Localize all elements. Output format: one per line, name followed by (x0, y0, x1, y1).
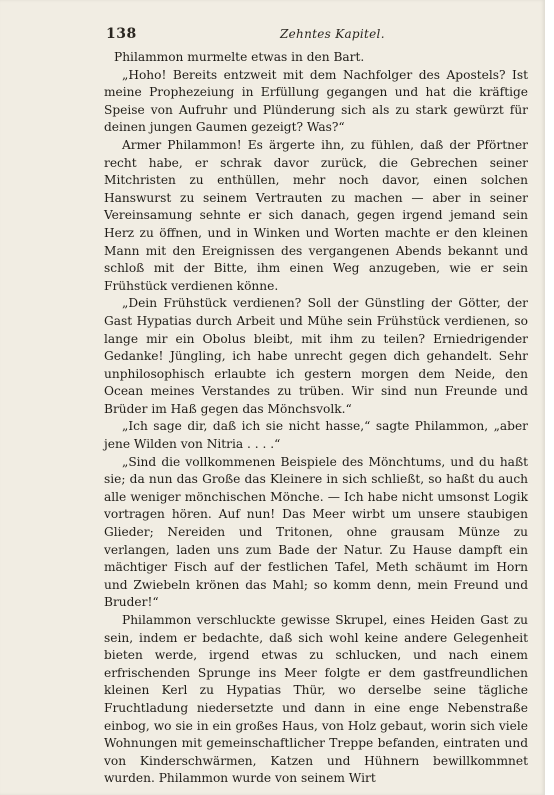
paragraph: Philammon verschluckte gewisse Skrupel, eines Heiden Gast zu sein, indem er bedachte, daß sich wohl keine andere Gelegenheit bieten werde, irgend etwas zu schlucken, und nach einem erfrischenden Sprunge ins Meer folgte er dem gastfreundlichen kleinen Kerl zu Hypatias Thür, wo derselbe seine tägliche Fruchtladung niedersetzte und dann in eine enge Nebenstraße einbog, wo sie in ein großes Haus, von Holz gebaut, worin sich viele Wohnungen mit gemeinschaftlicher Treppe befanden, eintraten und von Kinderschwärmen, Katzen und Hühnern bewillkommnet wurden. Philammon wurde von seinem Wirt (104, 613, 528, 786)
paragraph: „Ich sage dir, daß ich sie nicht hasse,“ sagte Philammon, „aber jene Wilden von Nitria . . . .“ (104, 419, 528, 452)
paragraph: Philammon murmelte etwas in den Bart. (114, 50, 365, 64)
paragraph: „Hoho! Bereits entzweit mit dem Nachfolger des Apostels? Ist meine Prophezeiung in Erfüllung gegangen und hat die kräftige Speise von Aufruhr und Plünderung sich als zu stark gewürzt für deinen jungen Gaumen gezeigt? Was?“ (104, 67, 528, 135)
page-number: 138 (106, 26, 137, 42)
page-edge (545, 0, 554, 795)
paragraph: „Sind die vollkommenen Beispiele des Mönchtums, und du haßt sie; da nun das Große das Kleinere in sich schließt, so haßt du auch alle weniger mönchischen Mönche. — Ich habe nicht umsonst Logik vortragen hören. Auf nun! Das Meer wirbt um unsere staubigen Glieder; Nereiden und Tritonen, ohne grausam Münze zu verlangen, laden uns zum Bade der Natur. Zu Hause dampft ein mächtiger Fisch auf der festlichen Tafel, Meth schäumt im Horn und Zwiebeln krönen das Mahl; so komm denn, mein Freund und Bruder!“ (104, 454, 528, 610)
body-text (104, 49, 528, 788)
page-header (0, 26, 545, 46)
paragraph: Armer Philammon! Es ärgerte ihn, zu fühlen, daß der Pförtner recht habe, er schrak davor zurück, die Gebrechen seiner Mitchristen zu enthüllen, mehr noch davor, einen solchen Hanswurst zu seinem Vertrauten zu machen — aber in seiner Vereinsamung sehnte er sich danach, gegen irgend jemand sein Herz zu öffnen, und in Winken und Worten machte er den kleinen Mann mit den Ereignissen des vergangenen Abends bekannt und schloß mit der Bitte, ihm einen Weg anzugeben, wie er sein Frühstück verdienen könne. (104, 137, 528, 293)
running-head: Zehntes Kapitel. (280, 27, 385, 41)
paragraph: „Dein Frühstück verdienen? Soll der Günstling der Götter, der Gast Hypatias durch Arbeit und Mühe sein Frühstück verdienen, so lange mir ein Obolus bleibt, mit ihm zu teilen? Erniedrigender Gedanke! Jüngling, ich habe unrecht gegen dich gehandelt. Sehr unphilosophisch erlaubte ich gestern morgen dem Neide, den Ocean meines Verstandes zu trüben. Wir sind nun Freunde und Brüder im Haß gegen das Mönchsvolk.“ (104, 296, 528, 416)
